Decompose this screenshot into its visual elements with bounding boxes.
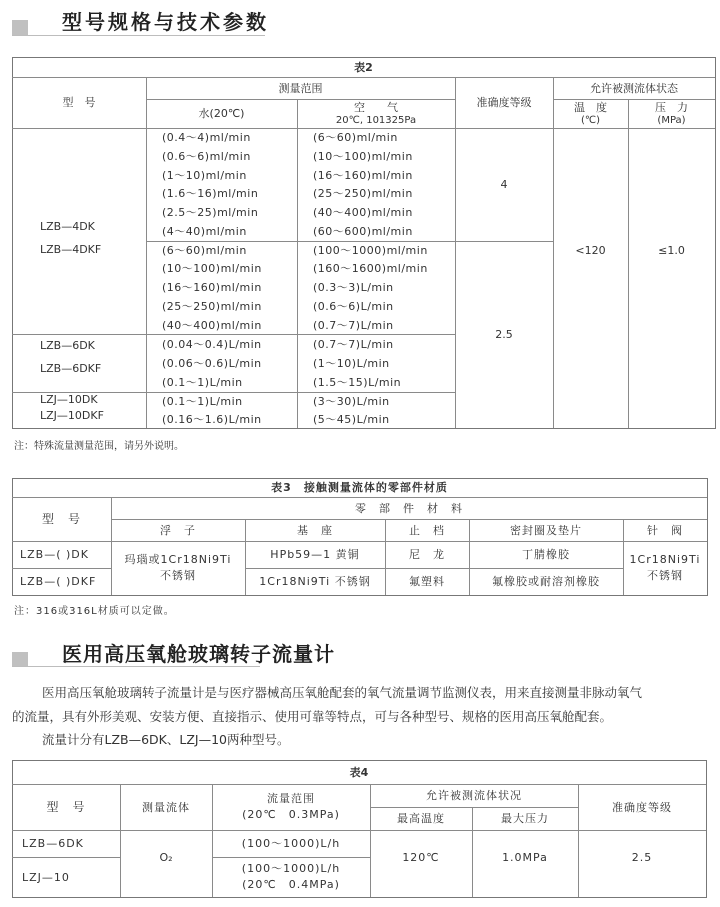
needle-material-line: 1Cr18Ni9Ti	[629, 553, 701, 566]
header-temp-line1: 温 度	[574, 100, 607, 114]
accuracy-value: 2.5	[631, 850, 653, 864]
model-group-10dk	[40, 392, 140, 428]
stop-material: 尼 龙	[409, 548, 445, 561]
air-range-cell: (100～1000)ml/min	[313, 243, 428, 257]
air-range-cell: (3～30)L/min	[313, 394, 390, 408]
air-range-cell: (40～400)ml/min	[313, 206, 413, 219]
header-temp-line2: (℃)	[580, 114, 601, 126]
header-float: 浮 子	[160, 523, 196, 537]
header-pressure-line1: 压 力	[655, 100, 688, 114]
needle-material-line: 不锈钢	[647, 569, 683, 582]
paragraph-line: 医用高压氧舱玻璃转子流量计是与医疗器械高压氧舱配套的氧气流量调节监测仪表，用来直接测量非脉动氧气	[42, 685, 643, 700]
air-range-cell: (60～600)ml/min	[313, 224, 413, 238]
header-air-line1: 空 气	[354, 100, 398, 114]
seal-material: 氟橡胶或耐溶剂橡胶	[492, 575, 600, 588]
table-3-note: 注：316或316L材质可以定做。	[14, 606, 175, 617]
water-range-cell: (6～60)ml/min	[162, 243, 247, 257]
model-name: LZJ—10DK	[40, 393, 98, 406]
water-range-cell: (16～160)ml/min	[162, 281, 262, 294]
max-temp-value: 120℃	[402, 850, 440, 864]
table-2-note: 注：特殊流量测量范围，请另外说明。	[14, 441, 184, 452]
water-range-cell: (25～250)ml/min	[162, 299, 262, 313]
model-name: LZJ—10	[22, 870, 70, 884]
water-range-cell: (4～40)ml/min	[162, 224, 247, 238]
header-state-group: 允许被测流体状态	[590, 81, 678, 95]
water-range-cell: (40～400)ml/min	[162, 318, 262, 332]
model-name: LZB—( )DK	[20, 548, 89, 561]
header-range-line2: (20℃ 0.3MPa)	[242, 808, 340, 821]
model-name: LZB—6DKF	[40, 362, 102, 375]
water-range-cell: (0.16～1.6)L/min	[162, 413, 262, 427]
air-range-cell: (10～100)ml/min	[313, 149, 413, 163]
model-name: LZB—( )DKF	[20, 575, 97, 588]
float-material	[111, 541, 245, 595]
float-material-line: 不锈钢	[160, 569, 196, 582]
air-range-cell: (6～60)ml/min	[313, 131, 398, 144]
section-underline	[12, 35, 265, 36]
table-4-caption: 表4	[349, 765, 369, 779]
paragraph-line: 流量计分有LZB—6DK、LZJ—10两种型号。	[42, 732, 290, 747]
section-title-specs: 型号规格与技术参数	[62, 10, 269, 34]
flow-range-value: (100～1000)L/h	[241, 837, 341, 850]
air-range-cell: (160～1600)ml/min	[313, 262, 428, 276]
flow-range-line: (20℃ 0.4MPa)	[242, 878, 340, 891]
header-model: 型 号	[62, 96, 96, 109]
model-group-4dk	[40, 128, 140, 334]
table-2-caption: 表2	[354, 60, 373, 74]
header-parts-group: 零 部 件 材 料	[355, 501, 463, 515]
air-range-cell: (25～250)ml/min	[313, 187, 413, 201]
base-material: 1Cr18Ni9Ti 不锈钢	[259, 575, 371, 588]
air-range-cell: (0.6～6)L/min	[313, 299, 394, 313]
model-name: LZJ—10DKF	[40, 409, 104, 422]
temperature-value: <120	[575, 244, 606, 257]
header-range-line1: 流量范围	[267, 792, 315, 805]
model-name: LZB—4DK	[40, 220, 95, 233]
fluid-value: O₂	[159, 850, 173, 864]
air-range-cell: (16～160)ml/min	[313, 168, 413, 182]
air-range-cell: (0.3～3)L/min	[313, 281, 394, 294]
water-range-cell: (0.06～0.6)L/min	[162, 357, 262, 370]
header-temperature	[553, 99, 628, 128]
header-pressure-line2: (MPa)	[657, 114, 686, 126]
water-range-cell: (2.5～25)ml/min	[162, 206, 259, 219]
header-seal: 密封圈及垫片	[510, 523, 582, 537]
model-name: LZB—6DK	[40, 339, 95, 352]
model-name: LZB—4DKF	[40, 243, 102, 256]
header-model: 型 号	[41, 511, 81, 526]
air-range-cell: (5～45)L/min	[313, 413, 390, 427]
header-needle-valve: 针 阀	[647, 523, 683, 537]
air-range-cell: (0.7～7)L/min	[313, 318, 394, 332]
header-fluid: 测量流体	[142, 800, 190, 814]
header-pressure	[628, 99, 715, 128]
water-range-cell: (0.1～1)L/min	[162, 375, 243, 389]
header-flow-range	[212, 784, 370, 830]
air-range-cell: (1～10)L/min	[313, 357, 390, 370]
table-3-caption: 表3 接触测量流体的零部件材质	[271, 481, 448, 494]
header-state-group: 允许被测流体状况	[426, 789, 522, 802]
header-base: 基 座	[297, 523, 333, 537]
water-range-cell: (0.4～4)ml/min	[162, 131, 251, 144]
stop-material: 氟塑料	[409, 575, 445, 588]
water-range-cell: (1～10)ml/min	[162, 168, 247, 182]
header-accuracy: 准确度等级	[612, 800, 672, 814]
header-air	[297, 99, 455, 128]
base-material: HPb59—1 黄铜	[270, 548, 360, 561]
float-material-line: 玛瑙或1Cr18Ni9Ti	[124, 553, 232, 566]
accuracy-value: 2.5	[495, 328, 513, 341]
header-stop: 止 档	[409, 523, 445, 537]
water-range-cell: (0.1～1)L/min	[162, 394, 243, 408]
flow-range-line: (100～1000)L/h	[241, 862, 341, 875]
header-model: 型 号	[46, 799, 86, 814]
header-max-pressure: 最大压力	[501, 812, 549, 825]
water-range-cell: (10～100)ml/min	[162, 262, 262, 276]
section-marker-icon	[12, 652, 28, 667]
air-range-cell: (0.7～7)L/min	[313, 338, 394, 352]
air-range-cell: (1.5～15)L/min	[313, 375, 402, 389]
header-accuracy: 准确度等级	[476, 96, 532, 109]
water-range-cell: (1.6～16)ml/min	[162, 187, 259, 201]
needle-valve-material	[623, 541, 707, 595]
header-air-line2: 20℃, 101325Pa	[335, 114, 417, 126]
model-group-6dk	[40, 334, 140, 392]
model-name: LZB—6DK	[22, 837, 84, 850]
water-range-cell: (0.6～6)ml/min	[162, 149, 251, 163]
header-water: 水(20℃)	[198, 107, 245, 120]
section-marker-icon	[12, 20, 28, 35]
seal-material: 丁腈橡胶	[522, 548, 570, 561]
paragraph-line: 的流量，具有外形美观、安装方便、直接指示、使用可靠等特点，可与各种型号、规格的医用高压氧舱配套。	[12, 709, 613, 724]
flow-range-value	[212, 857, 370, 897]
header-range-group: 测量范围	[278, 81, 323, 95]
pressure-value: ≤1.0	[658, 244, 685, 257]
header-max-temp: 最高温度	[397, 812, 445, 825]
max-pressure-value: 1.0MPa	[502, 850, 548, 864]
water-range-cell: (0.04～0.4)L/min	[162, 338, 262, 352]
accuracy-value: 4	[500, 178, 508, 191]
section-title-medical: 医用高压氧舱玻璃转子流量计	[62, 642, 335, 666]
